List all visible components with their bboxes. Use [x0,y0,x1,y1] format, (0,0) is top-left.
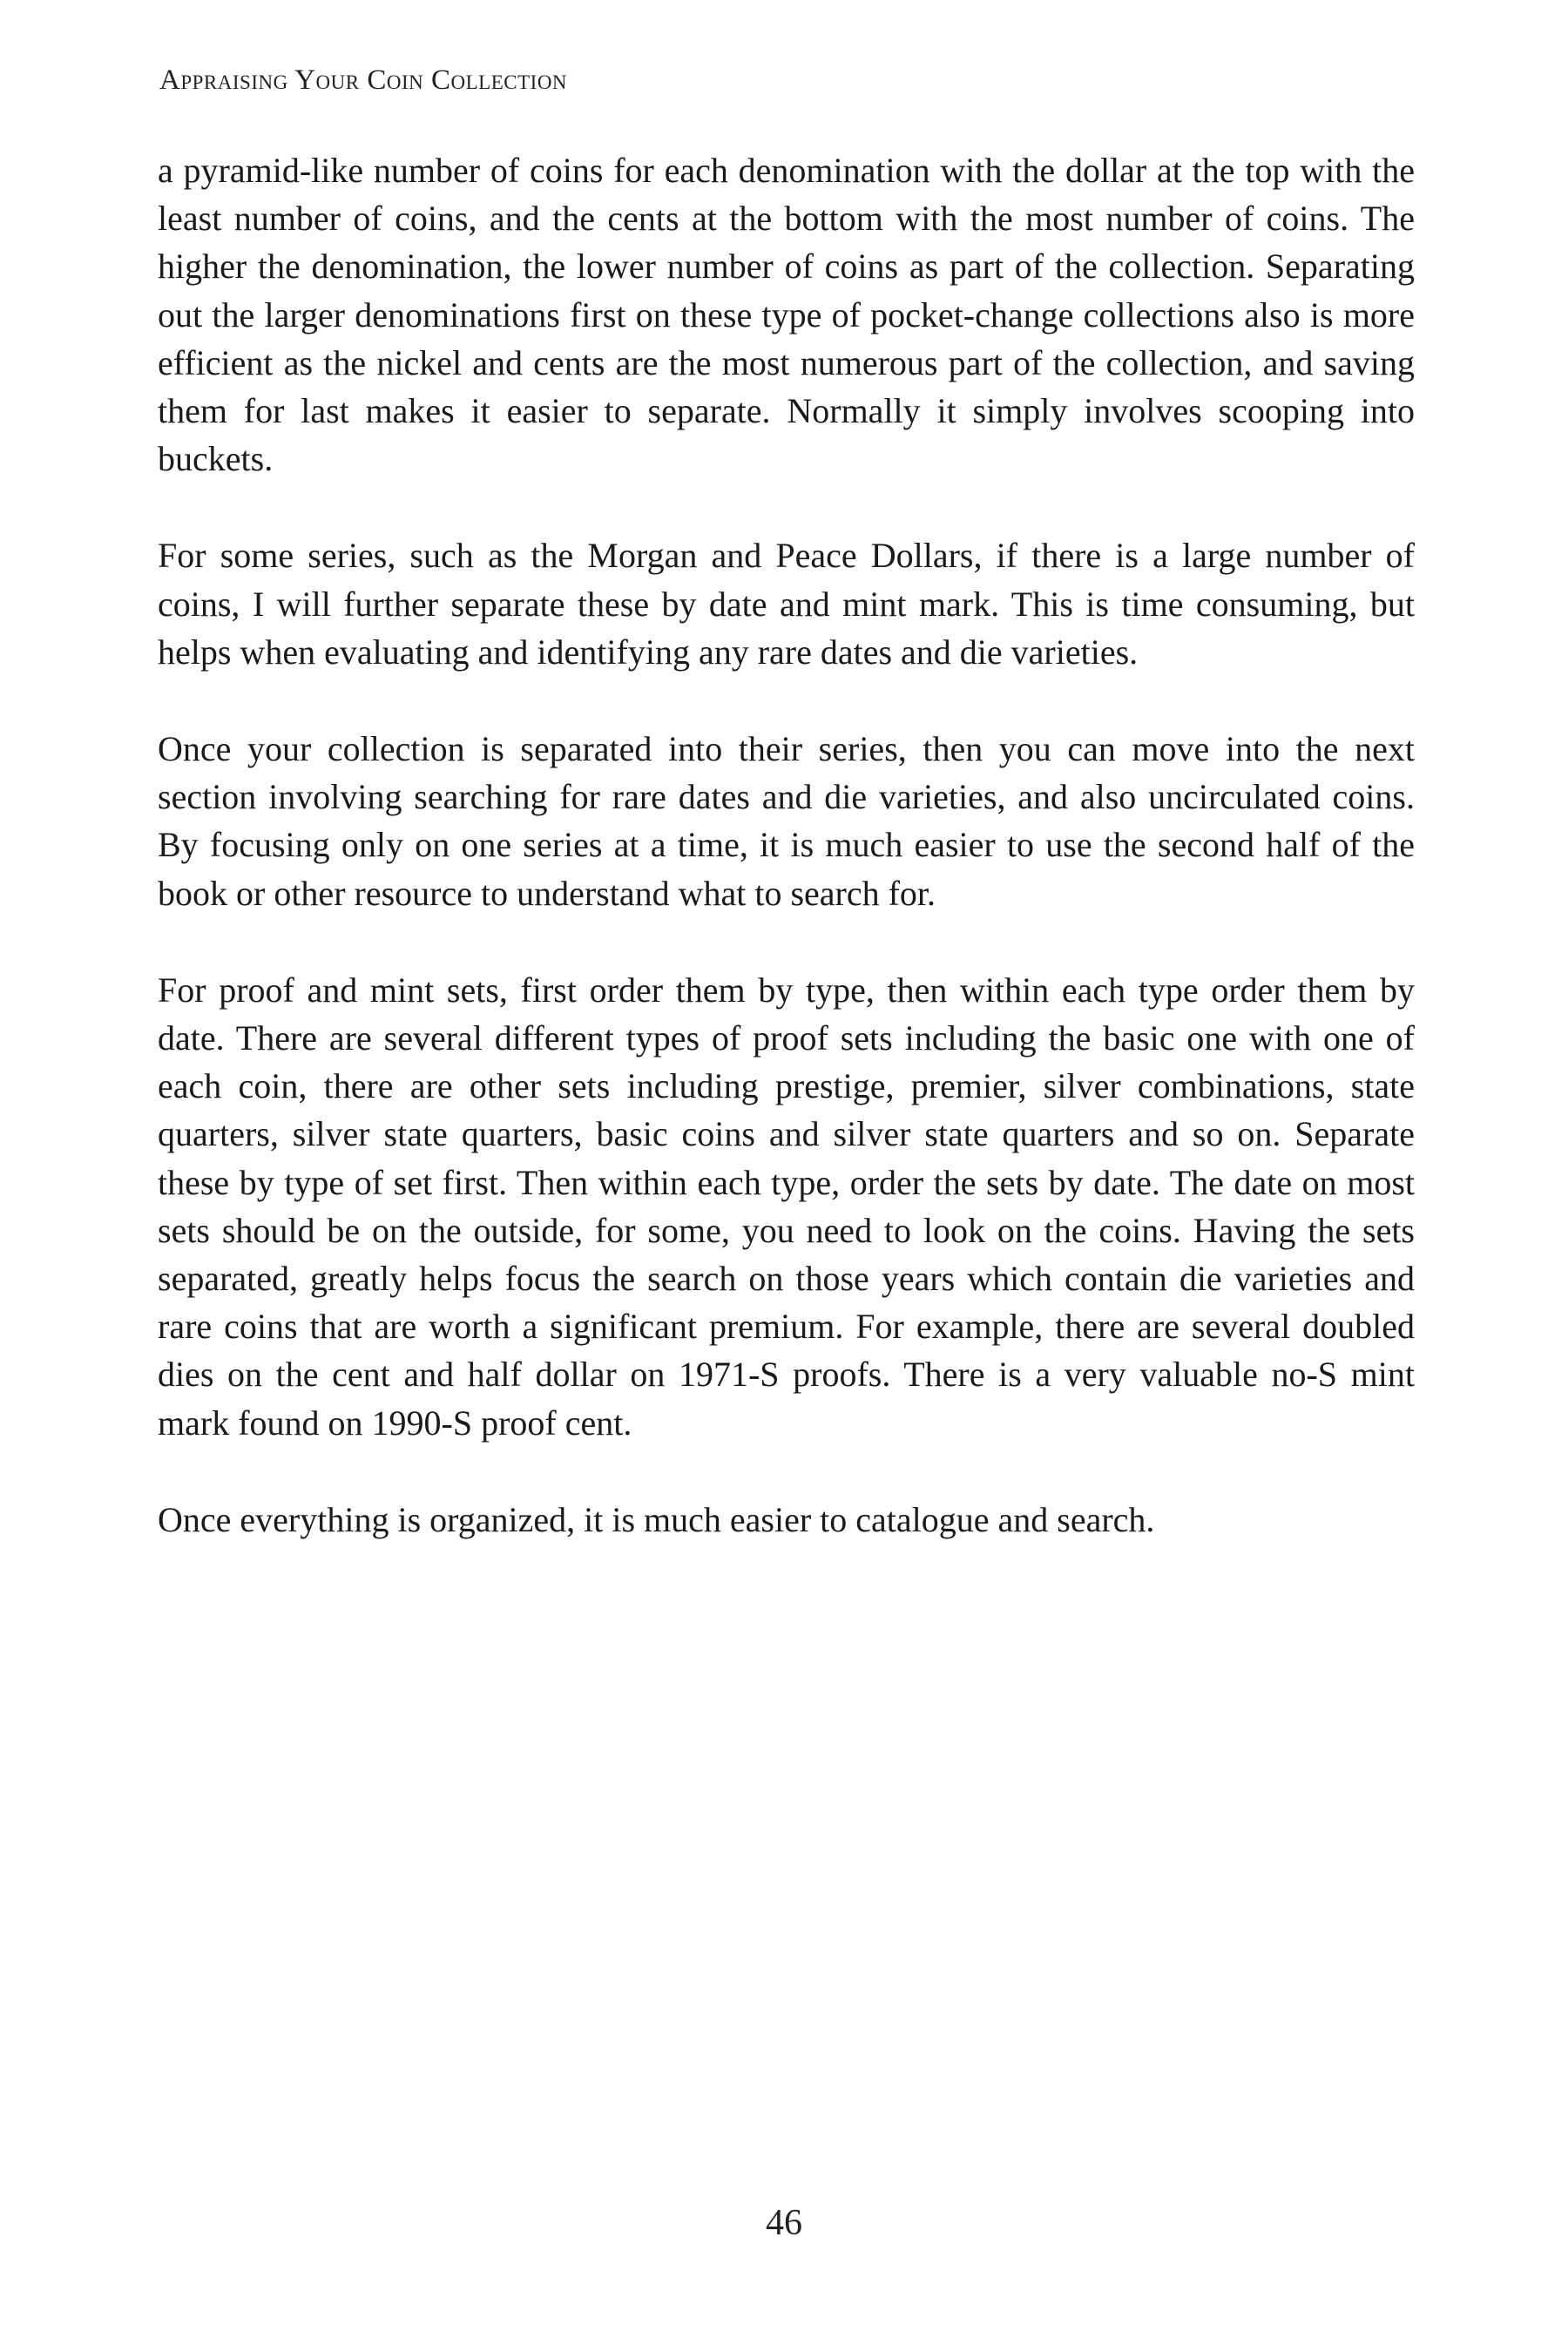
page-number: 46 [766,2203,802,2243]
paragraph: For some series, such as the Morgan and Peace Dollars, if there is a large number of coins, I will further separate these by date and mint mark. This is time consuming, but helps when evaluating and identifying any rare dates and die varieties. [158,536,1415,672]
paragraph: a pyramid-like number of coins for each denomination with the dollar at the top with the least number of coins, and the cents at the bottom with the most number of coins. The higher the denomination, the lower number of coins as part of the collection. Separating out the larger denominations first on these type of pocket-change collections also is more efficient as the nickel and cents are the most numerous part of the collection, and saving them for last makes it easier to separate. Normally it simply involves scooping into buckets. [158,151,1415,479]
body-text [158,146,1415,1592]
paragraph: Once your collection is separated into their series, then you can move into the next section involving searching for rare dates and die varieties, and also uncirculated coins. By focusing only on one series at a time, it is much easier to use the second half of the book or other resource to understand what to search for. [158,729,1415,913]
paragraph: For proof and mint sets, first order them by type, then within each type order them by date. There are several different types of proof sets including the basic one with one of each coin, there are other sets including prestige, premier, silver combinations, state quarters, silver state quarters, basic coins and silver state quarters and so on. Separate these by type of set first. Then within each type, order the sets by date. The date on most sets should be on the outside, for some, you need to look on the coins. Having the sets separated, greatly helps focus the search on those years which contain die varieties and rare coins that are worth a significant premium. For example, there are several doubled dies on the cent and half dollar on 1971-S proofs. There is a very valuable no-S mint mark found on 1990-S proof cent. [158,970,1415,1443]
paragraph: Once everything is organized, it is much easier to catalogue and search. [158,1499,1155,1539]
running-header: Appraising Your Coin Collection [159,64,568,96]
